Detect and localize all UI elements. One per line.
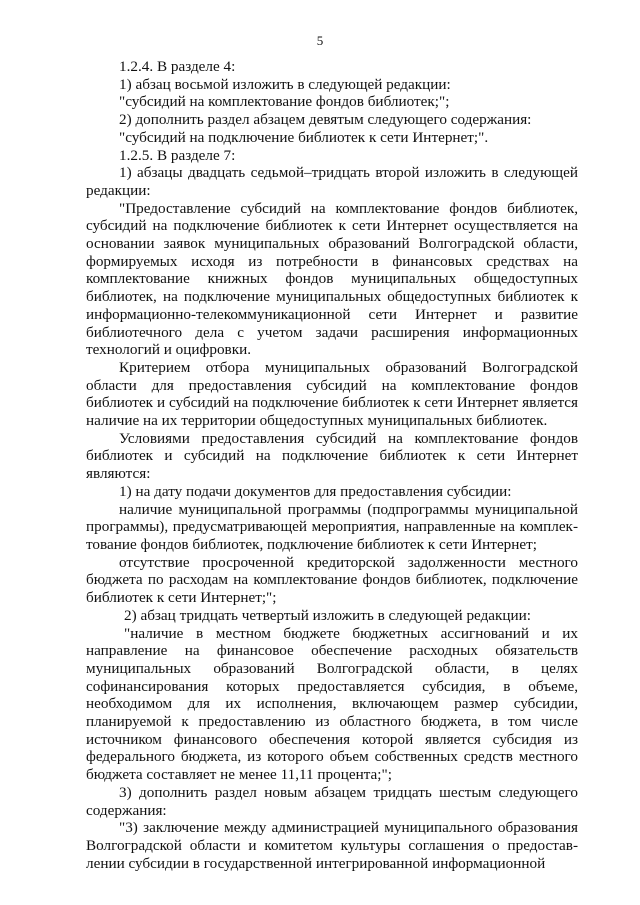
paragraph: Условиями предоставления субсидий на комплектование фондов библиотек и субсидий на подключение библиотек к сети Интернет являются: [86, 429, 578, 483]
paragraph: 1.2.5. В разделе 7: [119, 146, 236, 164]
paragraph: 1) абзац восьмой изложить в следующей редакции: [119, 75, 451, 93]
paragraph: Критерием отбора муниципальных образований Волгоградской области для предоставления субсидий на комплектование фондов библиотек и субсидий на подключение библиотек к сети Интернет является наличие на их территории общедоступных муниципальных библиотек. [86, 358, 578, 430]
paragraph: "субсидий на комплектование фондов библиотек;"; [119, 93, 450, 111]
paragraph: 2) дополнить раздел абзацем девятым следующего содержания: [119, 111, 532, 129]
paragraph: наличие муниципальной программы (подпрограммы муниципальной программы), предусматривающей мероприятия, направленные на комплектование фондов библиотек, подключение библиотек к сети Интернет; [86, 500, 578, 553]
page-number: 5 [316, 33, 324, 48]
paragraph: "3) заключение между администрацией муниципального образования Волгоградской области и комитетом культуры соглашения о предоставлении субсидии в государственной интегрированной информационной [86, 819, 578, 872]
paragraph: "наличие в местном бюджете бюджетных ассигнований и их направление на финансовое обеспечение расходных обязательств муниципальных образований Волгоградской области, в целях софинансирования которых предоставляется субсидия, в объеме, необходимом для их исполнения, включающем размер субсидии, планируемой к предоставлению из областного бюджета, в том числе источником финансового обеспечения которой является субсидия из федерального бюджета, из которого объем собственных средств местного бюджета составляет не менее 11,11 процента;"; [86, 624, 578, 784]
paragraph: 3) дополнить раздел новым абзацем тридцать шестым следующего содержания: [86, 783, 578, 819]
document-body [86, 58, 578, 872]
paragraph: 1) на дату подачи документов для предоставления субсидии: [119, 482, 512, 500]
paragraph: 1.2.4. В разделе 4: [119, 58, 236, 75]
paragraph: 2) абзац тридцать четвертый изложить в следующей редакции: [124, 606, 532, 624]
paragraph: отсутствие просроченной кредиторской задолженности местного бюджета по расходам на комплектование фондов библиотек, подключение библиотек к сети Интернет;"; [86, 553, 578, 607]
paragraph: "Предоставление субсидий на комплектование фондов библиотек, субсидий на подключение библиотек к сети Интернет осуществляется на основании заявок муниципальных образований Волгоградской области, формируемых исходя из потребности в финансовых средствах на комплектование книжных фондов муниципальных общедоступных библиотек, на подключение муниципальных общедоступных библиотек к информационно-телекоммуникационной сети Интернет и развитие библиотечного дела с учетом задачи расширения информационных технологий и оцифровки. [86, 199, 578, 359]
paragraph: "субсидий на подключение библиотек к сети Интернет;". [119, 128, 489, 146]
paragraph: 1) абзацы двадцать седьмой–тридцать второй изложить в следующей редакции: [86, 164, 578, 199]
